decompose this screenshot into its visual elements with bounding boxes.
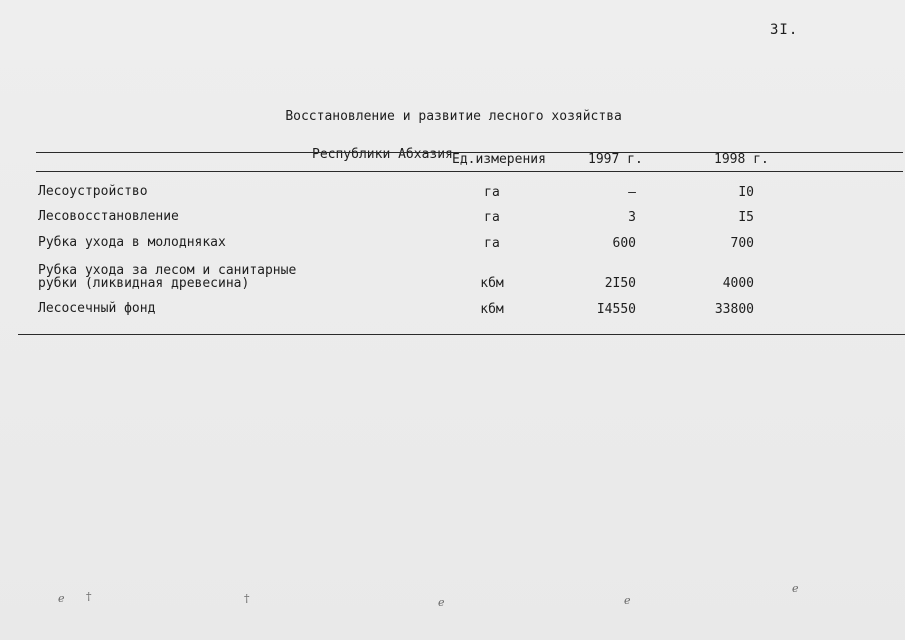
header-year-1997: 1997 г. (588, 152, 643, 167)
row-value-1997: – (628, 185, 636, 200)
row-value-1997: 2I50 (604, 276, 636, 291)
page-number: 3I. (770, 22, 799, 38)
row-value-1997: I4550 (596, 302, 636, 317)
table-bottom-rule (18, 334, 905, 335)
scan-mark: † (244, 592, 250, 605)
row-value-1998: 4000 (722, 276, 754, 291)
scan-mark: † (86, 590, 92, 603)
row-value-1998: 33800 (714, 302, 754, 317)
title-line-2: Республики Абхазия (312, 147, 453, 162)
row-name: Лесовосстановление (38, 209, 179, 224)
row-value-1998: I0 (738, 185, 754, 200)
row-name: Рубка ухода в молодняках (38, 235, 226, 250)
row-unit: га (484, 185, 500, 200)
scan-mark: 𝑒 (792, 582, 799, 595)
row-unit: га (484, 236, 500, 251)
scan-mark: 𝑒 (438, 596, 445, 609)
row-name: Лесосечный фонд (38, 301, 156, 316)
row-value-1998: 700 (730, 236, 754, 251)
scan-mark: 𝑒 (58, 592, 65, 605)
scan-mark: 𝑒 (624, 594, 631, 607)
row-unit: кбм (480, 276, 504, 291)
title-line-1: Восстановление и развитие лесного хозяйства (285, 109, 622, 124)
row-value-1997: 600 (612, 236, 636, 251)
row-value-1997: 3 (628, 210, 636, 225)
row-value-1998: I5 (738, 210, 754, 225)
table-header-rule (36, 171, 903, 172)
document-title (254, 88, 622, 202)
row-unit: га (484, 210, 500, 225)
row-name: Лесоустройство (38, 184, 148, 199)
row-unit: кбм (480, 302, 504, 317)
header-unit: Ед.измерения (452, 152, 546, 167)
row-name: Рубка ухода за лесом и санитарные рубки (ликвидная древесина) (38, 263, 297, 291)
header-year-1998: 1998 г. (714, 152, 769, 167)
